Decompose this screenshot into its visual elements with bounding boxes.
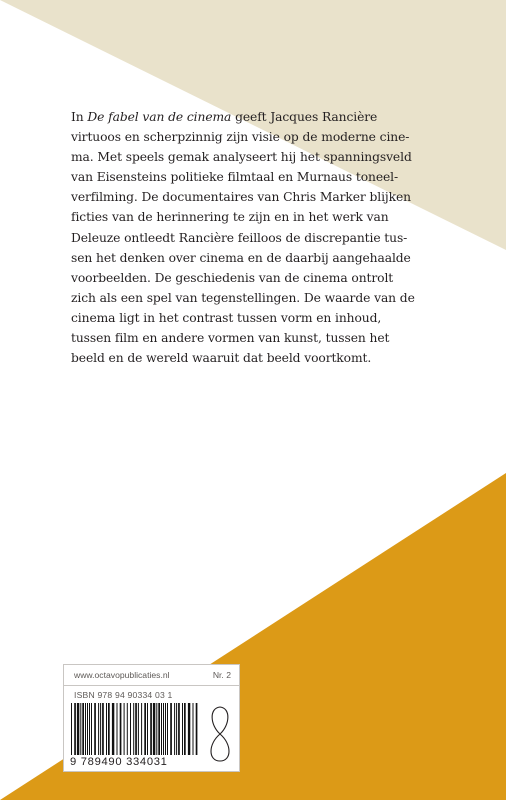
barcode-bar — [85, 703, 86, 755]
barcode-bar — [94, 703, 96, 755]
isbn-text: ISBN 978 94 90334 03 1 — [74, 690, 173, 700]
barcode-bar — [158, 703, 160, 755]
barcode-bar — [124, 703, 125, 755]
barcode-bar — [161, 703, 162, 755]
barcode-bar — [77, 703, 79, 755]
barcode-bar — [120, 703, 122, 755]
barcode-bar — [87, 703, 88, 755]
barcode-digits: 9 789490 334031 — [70, 756, 168, 768]
blurb-line: tussen film en andere vormen van kunst, tussen het — [71, 331, 390, 346]
barcode-bar — [80, 703, 81, 755]
barcode-bar — [188, 703, 190, 755]
barcode-bar — [144, 703, 146, 755]
figure-eight-icon — [206, 703, 234, 765]
barcode-bar — [141, 703, 142, 755]
series-number: Nr. 2 — [212, 670, 231, 680]
barcode-bar — [100, 703, 101, 755]
barcode-bar — [184, 703, 186, 755]
barcode-bar — [74, 703, 76, 755]
barcode-bar — [138, 703, 139, 755]
blurb-line: cinema ligt in het contrast tussen vorm en inhoud, — [71, 310, 382, 325]
blurb-line: voorbeelden. De geschiedenis van de cinema ontrolt — [71, 270, 394, 285]
blurb-line: sen het denken over cinema en de daarbij aangehaalde — [71, 250, 411, 265]
barcode-bar — [196, 703, 198, 755]
blurb-line: Deleuze ontleedt Rancière feilloos de discrepantie tus- — [71, 230, 408, 245]
label-isbn-row — [64, 685, 239, 705]
barcode-bar — [167, 703, 168, 755]
barcode-bar — [106, 703, 107, 755]
barcode-bar — [170, 703, 172, 755]
figure-eight-stroke — [211, 707, 229, 761]
barcode-bar — [71, 703, 72, 755]
barcode-icon — [70, 703, 200, 755]
barcode-bar — [176, 703, 177, 755]
blurb-line: beeld en de wereld waaruit dat beeld voortkomt. — [71, 351, 372, 366]
barcode-bar — [156, 703, 157, 755]
barcode-bar — [150, 703, 152, 755]
barcode-bar — [82, 703, 84, 755]
barcode-bar — [182, 703, 183, 755]
barcode-bar — [178, 703, 180, 755]
barcode-bar — [98, 703, 99, 755]
barcode-bar — [130, 703, 131, 755]
barcode-bar — [112, 703, 114, 755]
blurb-text — [71, 107, 443, 368]
barcode-bar — [127, 703, 128, 755]
isbn-label — [63, 664, 240, 772]
barcode-bar — [174, 703, 175, 755]
blurb-line: virtuoos en scherpzinnig zijn visie op de moderne cine- — [71, 130, 410, 145]
blurb-line: van Eisensteins politieke filmtaal en Murnaus toneel- — [71, 170, 399, 185]
blurb-line: ficties van de herinnering te zijn en in het werk van — [71, 210, 389, 225]
blurb-line: verfilming. De documentaires van Chris Marker blijken — [71, 190, 411, 205]
label-header-row — [64, 665, 239, 686]
barcode-bar — [153, 703, 155, 755]
barcode-bar — [89, 703, 90, 755]
barcode-bar — [117, 703, 118, 755]
blurb-line: ma. Met speels gemak analyseert hij het spanningsveld — [71, 150, 412, 165]
barcode-bar — [102, 703, 104, 755]
barcode-bar — [147, 703, 148, 755]
barcode-bar — [163, 703, 164, 755]
barcode-bar — [165, 703, 166, 755]
blurb-line: zich als een spel van tegenstellingen. De waarde van de — [71, 290, 415, 305]
blurb-line: In De fabel van de cinema geeft Jacques Rancière — [71, 110, 378, 124]
barcode-bar — [108, 703, 110, 755]
barcode-bar — [91, 703, 92, 755]
barcode-bar — [193, 703, 194, 755]
barcode-bar — [133, 703, 134, 755]
publisher-url: www.octavopublicaties.nl — [74, 670, 170, 680]
barcode-bar — [135, 703, 137, 755]
